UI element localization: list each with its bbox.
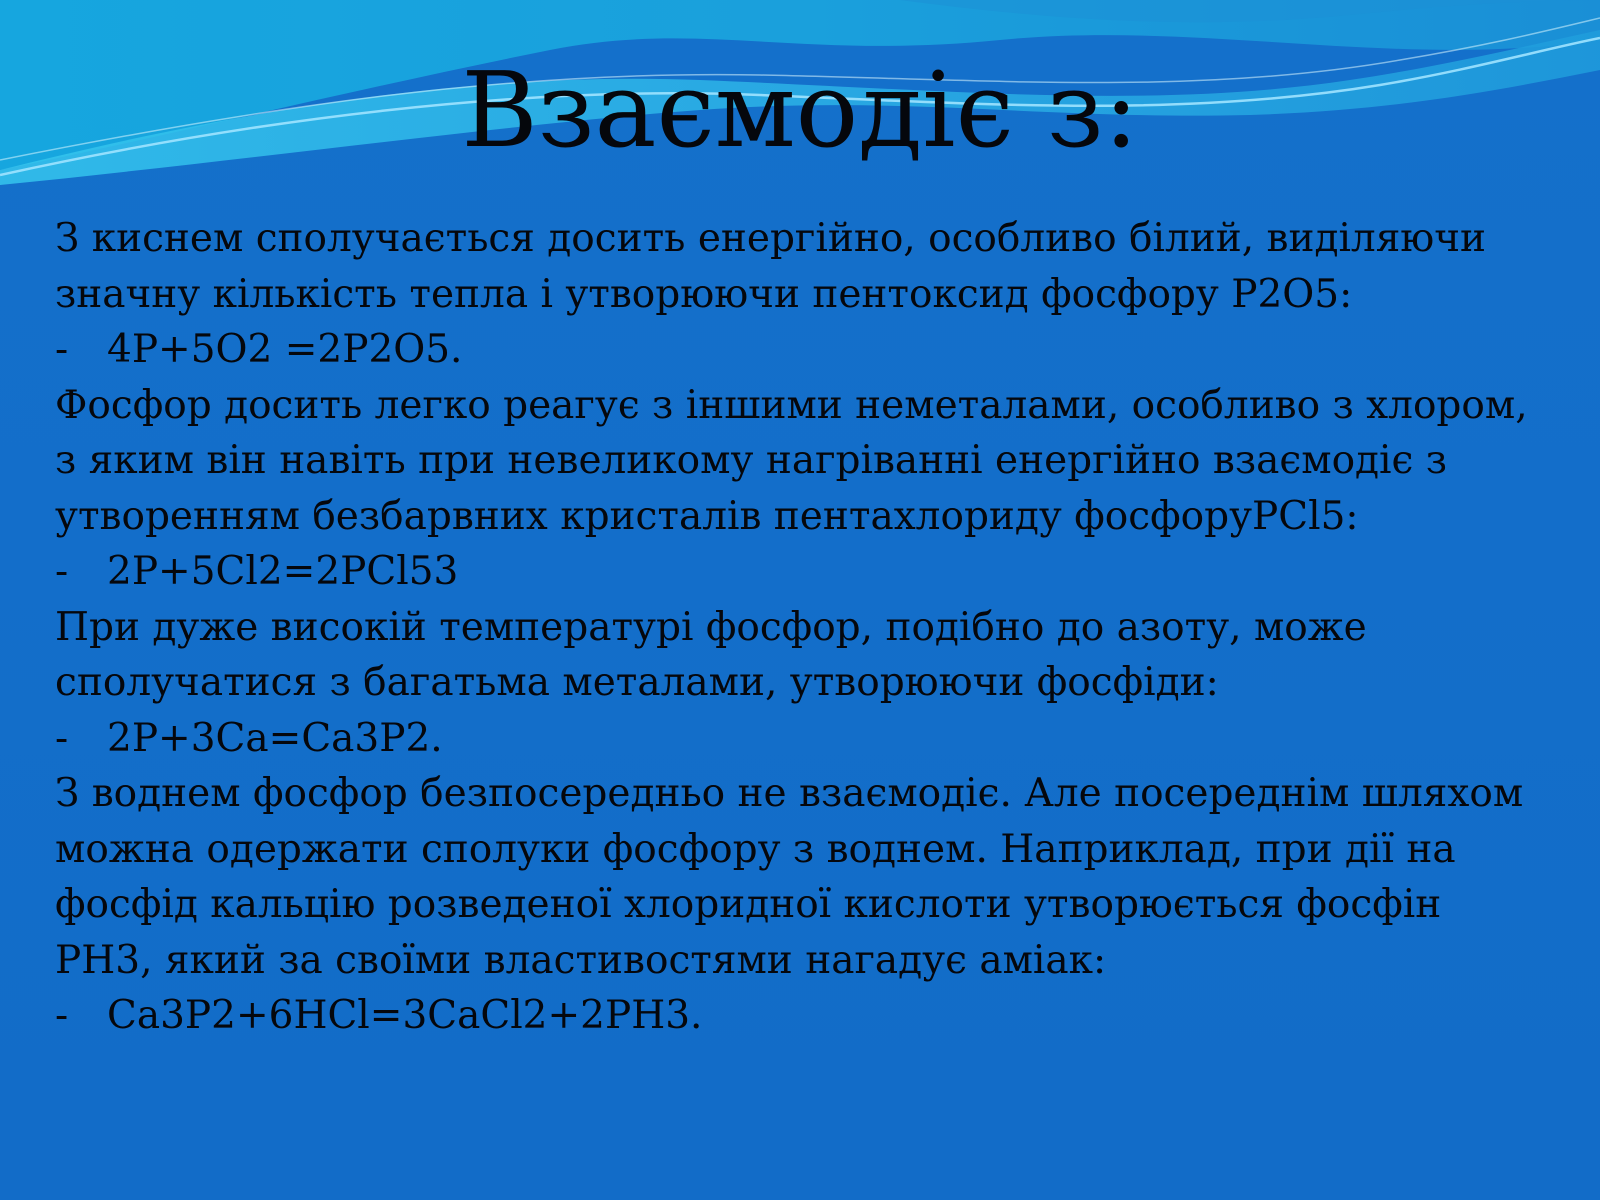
equation: 2P+3Ca=Ca3P2. bbox=[107, 715, 443, 761]
text-line: з яким він навіть при невеликому нагріванні енергійно взаємодіє з bbox=[55, 438, 1448, 483]
text-line: утворенням безбарвних кристалів пентахлориду фосфоруPCl5: bbox=[55, 493, 1359, 539]
equation: 2P+5Cl2=2PCl53 bbox=[107, 549, 459, 594]
text-line: При дуже високій температурі фосфор, подібно до азоту, може bbox=[55, 604, 1367, 650]
text-line: фосфід кальцію розведеної хлоридної кислоти утворюється фосфін bbox=[55, 882, 1442, 927]
text-line: З киснем сполучається досить енергійно, особливо білий, виділяючи bbox=[55, 216, 1487, 261]
dash-bullet: - bbox=[55, 549, 69, 594]
slide-title: Взаємодіє з: bbox=[461, 49, 1139, 171]
text-line: можна одержати сполуки фосфору з воднем. Наприклад, при дії на bbox=[55, 826, 1456, 872]
slide-body bbox=[55, 211, 1565, 1044]
text-line: сполучатися з багатьма металами, утворюючи фосфіди: bbox=[55, 660, 1219, 705]
equation-line bbox=[55, 711, 1565, 767]
text-line: З воднем фосфор безпосередньо не взаємодіє. Але посереднім шляхом bbox=[55, 771, 1524, 816]
equation-line bbox=[55, 544, 1565, 600]
text-line: PH3, який за своїми властивостями нагадує аміак: bbox=[55, 937, 1107, 983]
dash-bullet: - bbox=[55, 715, 69, 761]
dash-bullet: - bbox=[55, 327, 69, 372]
text-line: Фосфор досить легко реагує з іншими неметалами, особливо з хлором, bbox=[55, 382, 1528, 428]
equation-line bbox=[55, 988, 1565, 1044]
dash-bullet: - bbox=[55, 993, 69, 1038]
equation-line bbox=[55, 322, 1565, 378]
equation: Ca3P2+6HCl=3CaCl2+2PH3. bbox=[107, 993, 703, 1038]
equation: 4P+5O2 =2P2O5. bbox=[107, 327, 463, 372]
text-line: значну кількість тепла і утворюючи пентоксид фосфору P2O5: bbox=[55, 271, 1353, 317]
